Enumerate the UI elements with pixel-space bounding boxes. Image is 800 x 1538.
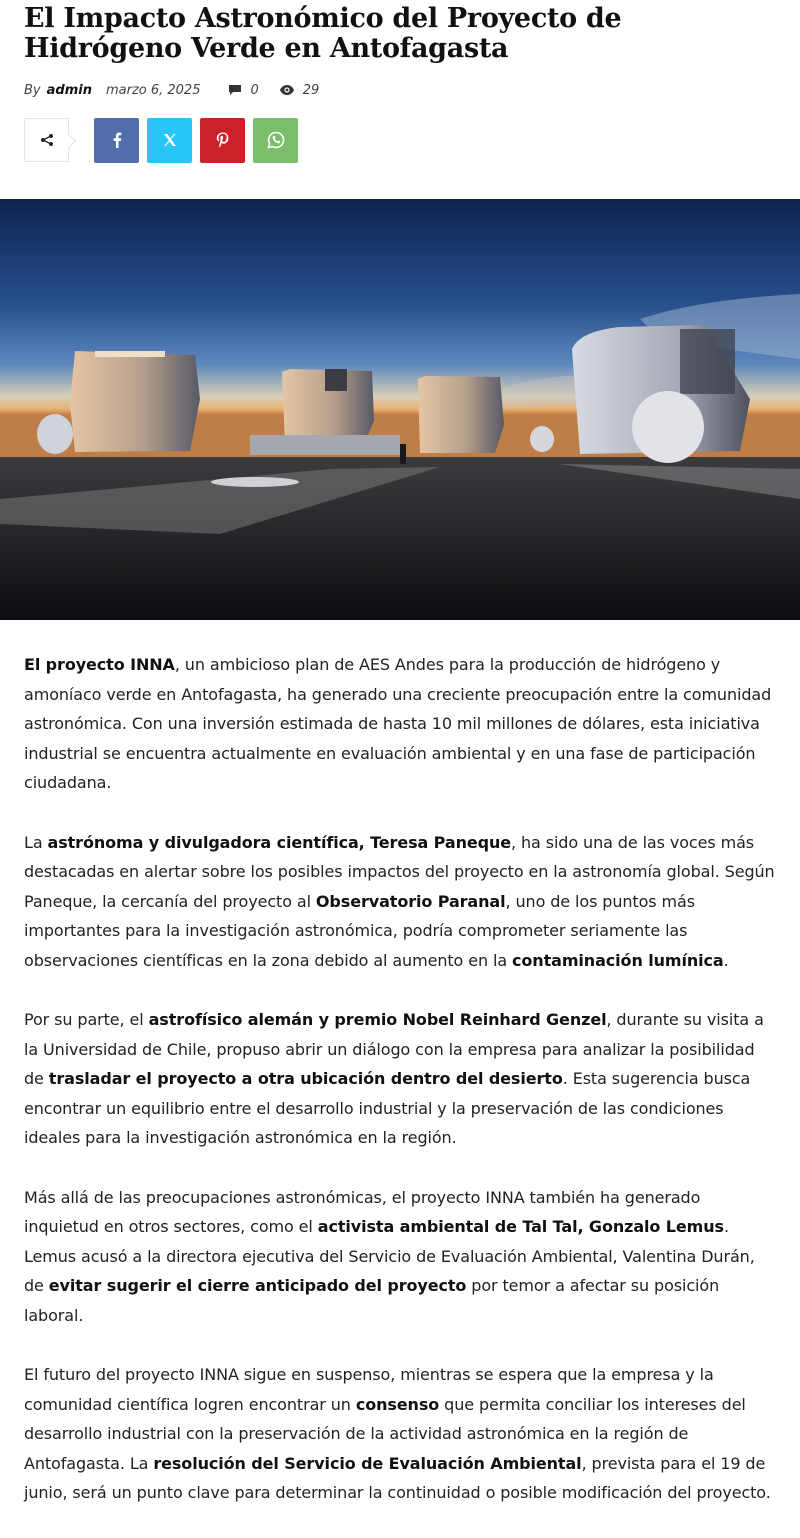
paragraph-text: . Lemus acusó a la directora ejecutiva del Servicio de Evaluación Ambiental, Valentina Durán, de	[24, 1217, 755, 1295]
view-count-value: 29	[302, 82, 320, 98]
bold-text: astrofísico alemán y premio Nobel Reinhard Genzel	[148, 1010, 607, 1029]
bold-text: activista ambiental de Tal Tal, Gonzalo Lemus	[317, 1217, 724, 1236]
paragraph-text: por temor a afectar su posición laboral.	[24, 1276, 720, 1325]
share-toggle-button[interactable]	[24, 118, 69, 162]
bold-text: consenso	[355, 1394, 440, 1414]
publish-date: marzo 6, 2025	[105, 82, 201, 98]
author-link[interactable]: admin	[46, 82, 92, 98]
bold-text: evitar sugerir el cierre anticipado del proyecto	[48, 1276, 467, 1295]
article-paragraph	[24, 1005, 776, 1153]
paragraph-text: , ha sido una de las voces más destacadas en alertar sobre los posibles impactos del proyecto en la astronomía global. Según Paneque, la cercanía del proyecto al	[24, 832, 775, 911]
bold-text: trasladar el proyecto a otra ubicación dentro del desierto	[48, 1069, 563, 1088]
view-count	[279, 83, 320, 98]
share-icon	[40, 133, 54, 147]
pinterest-icon	[216, 132, 229, 148]
paragraph-text: que permita conciliar los intereses del desarrollo industrial con la preservación de la actividad astronómica en la región de Antofagasta. La	[24, 1394, 746, 1473]
bold-text: resolución del Servicio de Evaluación Ambiental	[153, 1453, 582, 1473]
comment-count-value: 0	[250, 82, 259, 98]
paragraph-text: , prevista para el 19 de junio, será un punto clave para determinar la continuidad o posible modificación del proyecto.	[24, 1453, 771, 1502]
paragraph-text: . Esta sugerencia busca encontrar un equilibrio entre el desarrollo industrial y la preservación de las condiciones ideales para la investigación astronómica en la región.	[24, 1069, 751, 1147]
paragraph-text: , uno de los puntos más importantes para la investigación astronómica, podría comprometer seriamente las observaciones científicas en la zona debido al aumento en la	[24, 891, 695, 970]
facebook-icon	[112, 132, 122, 148]
bold-text: contaminación lumínica	[512, 950, 724, 970]
article-header	[0, 4, 800, 163]
facebook-share-button[interactable]	[94, 118, 139, 163]
by-label: By	[24, 82, 41, 98]
paragraph-text: Más allá de las preocupaciones astronómicas, el proyecto INNA también ha generado inquietud en otros sectores, como el	[24, 1187, 701, 1236]
paragraph-text: , durante su visita a la Universidad de Chile, propuso abrir un diálogo con la empresa para analizar la posibilidad de	[24, 1010, 764, 1088]
paragraph-text: Por su parte, el	[24, 1010, 149, 1029]
page-title: El Impacto Astronómico del Proyecto de Hidrógeno Verde en Antofagasta	[24, 3, 622, 64]
pinterest-share-button[interactable]	[200, 118, 245, 163]
paragraph-text: .	[723, 950, 729, 970]
bold-text: astrónoma y divulgadora científica, Teresa Paneque	[47, 832, 512, 852]
article-paragraph	[24, 1183, 776, 1331]
comment-count[interactable]	[228, 83, 258, 98]
paragraph-text: La	[24, 832, 48, 852]
comment-icon	[228, 84, 242, 96]
article-paragraph	[24, 1360, 776, 1508]
article-body	[24, 650, 776, 1538]
paragraph-text: , un ambicioso plan de AES Andes para la producción de hidrógeno y amoníaco verde en Antofagasta, ha generado una creciente preocupación entre la comunidad astronómica. Con una inversión estimada de hasta 10 mil millones de dólares, esta iniciativa industrial se encuentra actualmente en evaluación ambiental y en una fase de participación ciudadana.	[24, 655, 772, 792]
observatory-photo	[0, 199, 800, 620]
bold-text: Observatorio Paranal	[315, 891, 506, 911]
x-icon	[163, 133, 177, 147]
article-paragraph	[24, 828, 776, 976]
whatsapp-share-button[interactable]	[253, 118, 298, 163]
whatsapp-icon	[267, 131, 285, 149]
article-paragraph	[24, 650, 776, 798]
x-share-button[interactable]	[147, 118, 192, 163]
eye-icon	[279, 84, 295, 96]
share-bar	[24, 117, 776, 163]
paragraph-text: El futuro del proyecto INNA sigue en suspenso, mientras se espera que la empresa y la comunidad científica logren encontrar un	[24, 1365, 714, 1414]
bold-text: El proyecto INNA	[24, 655, 175, 674]
article-meta	[24, 78, 776, 102]
